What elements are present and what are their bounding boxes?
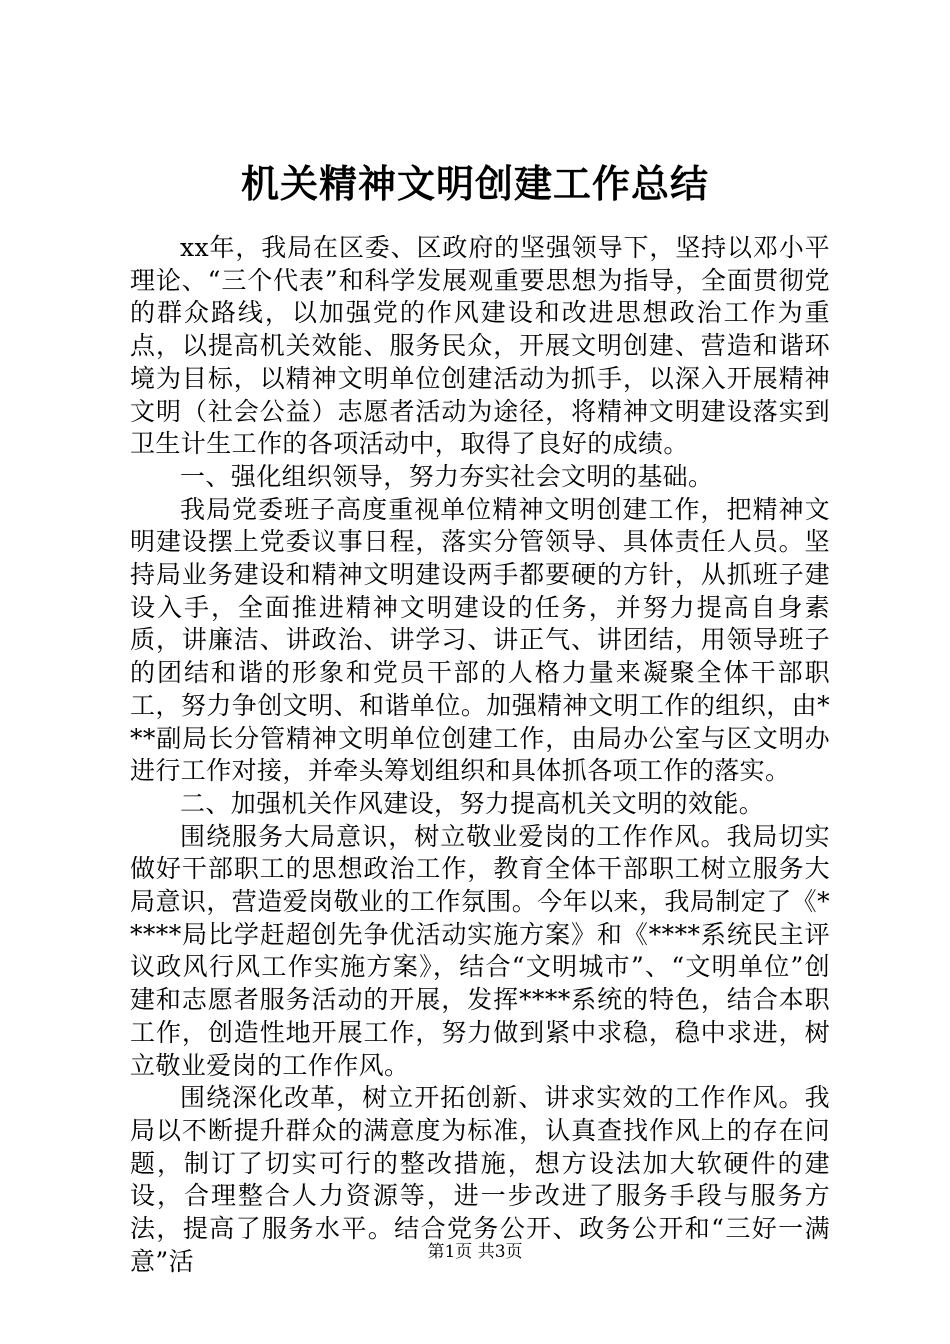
section-1-paragraph: 我局党委班子高度重视单位精神文明创建工作，把精神文明建设摆上党委议事日程，落实分管领导、具体责任人员。坚持局业务建设和精神文明建设两手都要硬的方针，从抓班子建设入手，全面推进精神文明建设的任务，并努力提高自身素质，讲廉洁、讲政治、讲学习、讲正气、讲团结，用领导班子的团结和谐的形象和党员干部的人格力量来凝聚全体干部职工，努力争创文明、和谐单位。加强精神文明工作的组织，由***副局长分管精神文明单位创建工作，由局办公室与区文明办进行工作对接，并牵头筹划组织和具体抓各项工作的落实。 xyxy=(130,494,830,786)
section-2-paragraph-2: 围绕深化改革，树立开拓创新、讲求实效的工作作风。我局以不断提升群众的满意度为标准，认真查找作风上的存在问题，制订了切实可行的整改措施，想方设法加大软硬件的建设，合理整合人力资源等，进一步改进了服务手段与服务方法，提高了服务水平。结合党务公开、政务公开和“三好一满意”活 xyxy=(130,1083,830,1276)
section-heading-2: 二、加强机关作风建设，努力提高机关文明的效能。 xyxy=(180,788,765,818)
intro-paragraph: xx年，我局在区委、区政府的坚强领导下，坚持以邓小平理论、“三个代表”和科学发展观重要思想为指导，全面贯彻党的群众路线，以加强党的作风建设和改进思想政治工作为重点，以提高机关效能、服务民众，开展文明创建、营造和谐环境为目标，以精神文明单位创建活动为抓手，以深入开展精神文明（社会公益）志愿者活动为途径，将精神文明建设落实到卫生计生工作的各项活动中，取得了良好的成绩。 xyxy=(130,233,830,459)
document-title: 机关精神文明创建工作总结 xyxy=(240,161,709,206)
section-heading-1: 一、强化组织领导，努力夯实社会文明的基础。 xyxy=(180,461,714,491)
section-2-paragraph-1: 围绕服务大局意识，树立敬业爱岗的工作作风。我局切实做好干部职工的思想政治工作，教育全体干部职工树立服务大局意识，营造爱岗敬业的工作氛围。今年以来，我局制定了《*****局比学赶超创先争优活动实施方案》和《****系统民主评议政风行风工作实施方案》，结合“文明城市”、“文明单位”创建和志愿者服务活动的开展，发挥****系统的特色，结合本职工作，创造性地开展工作，努力做到紧中求稳，稳中求进，树立敬业爱岗的工作作风。 xyxy=(130,821,830,1080)
document-body xyxy=(130,232,830,1279)
page-number-indicator: 第1页 共3页 xyxy=(427,1242,523,1262)
